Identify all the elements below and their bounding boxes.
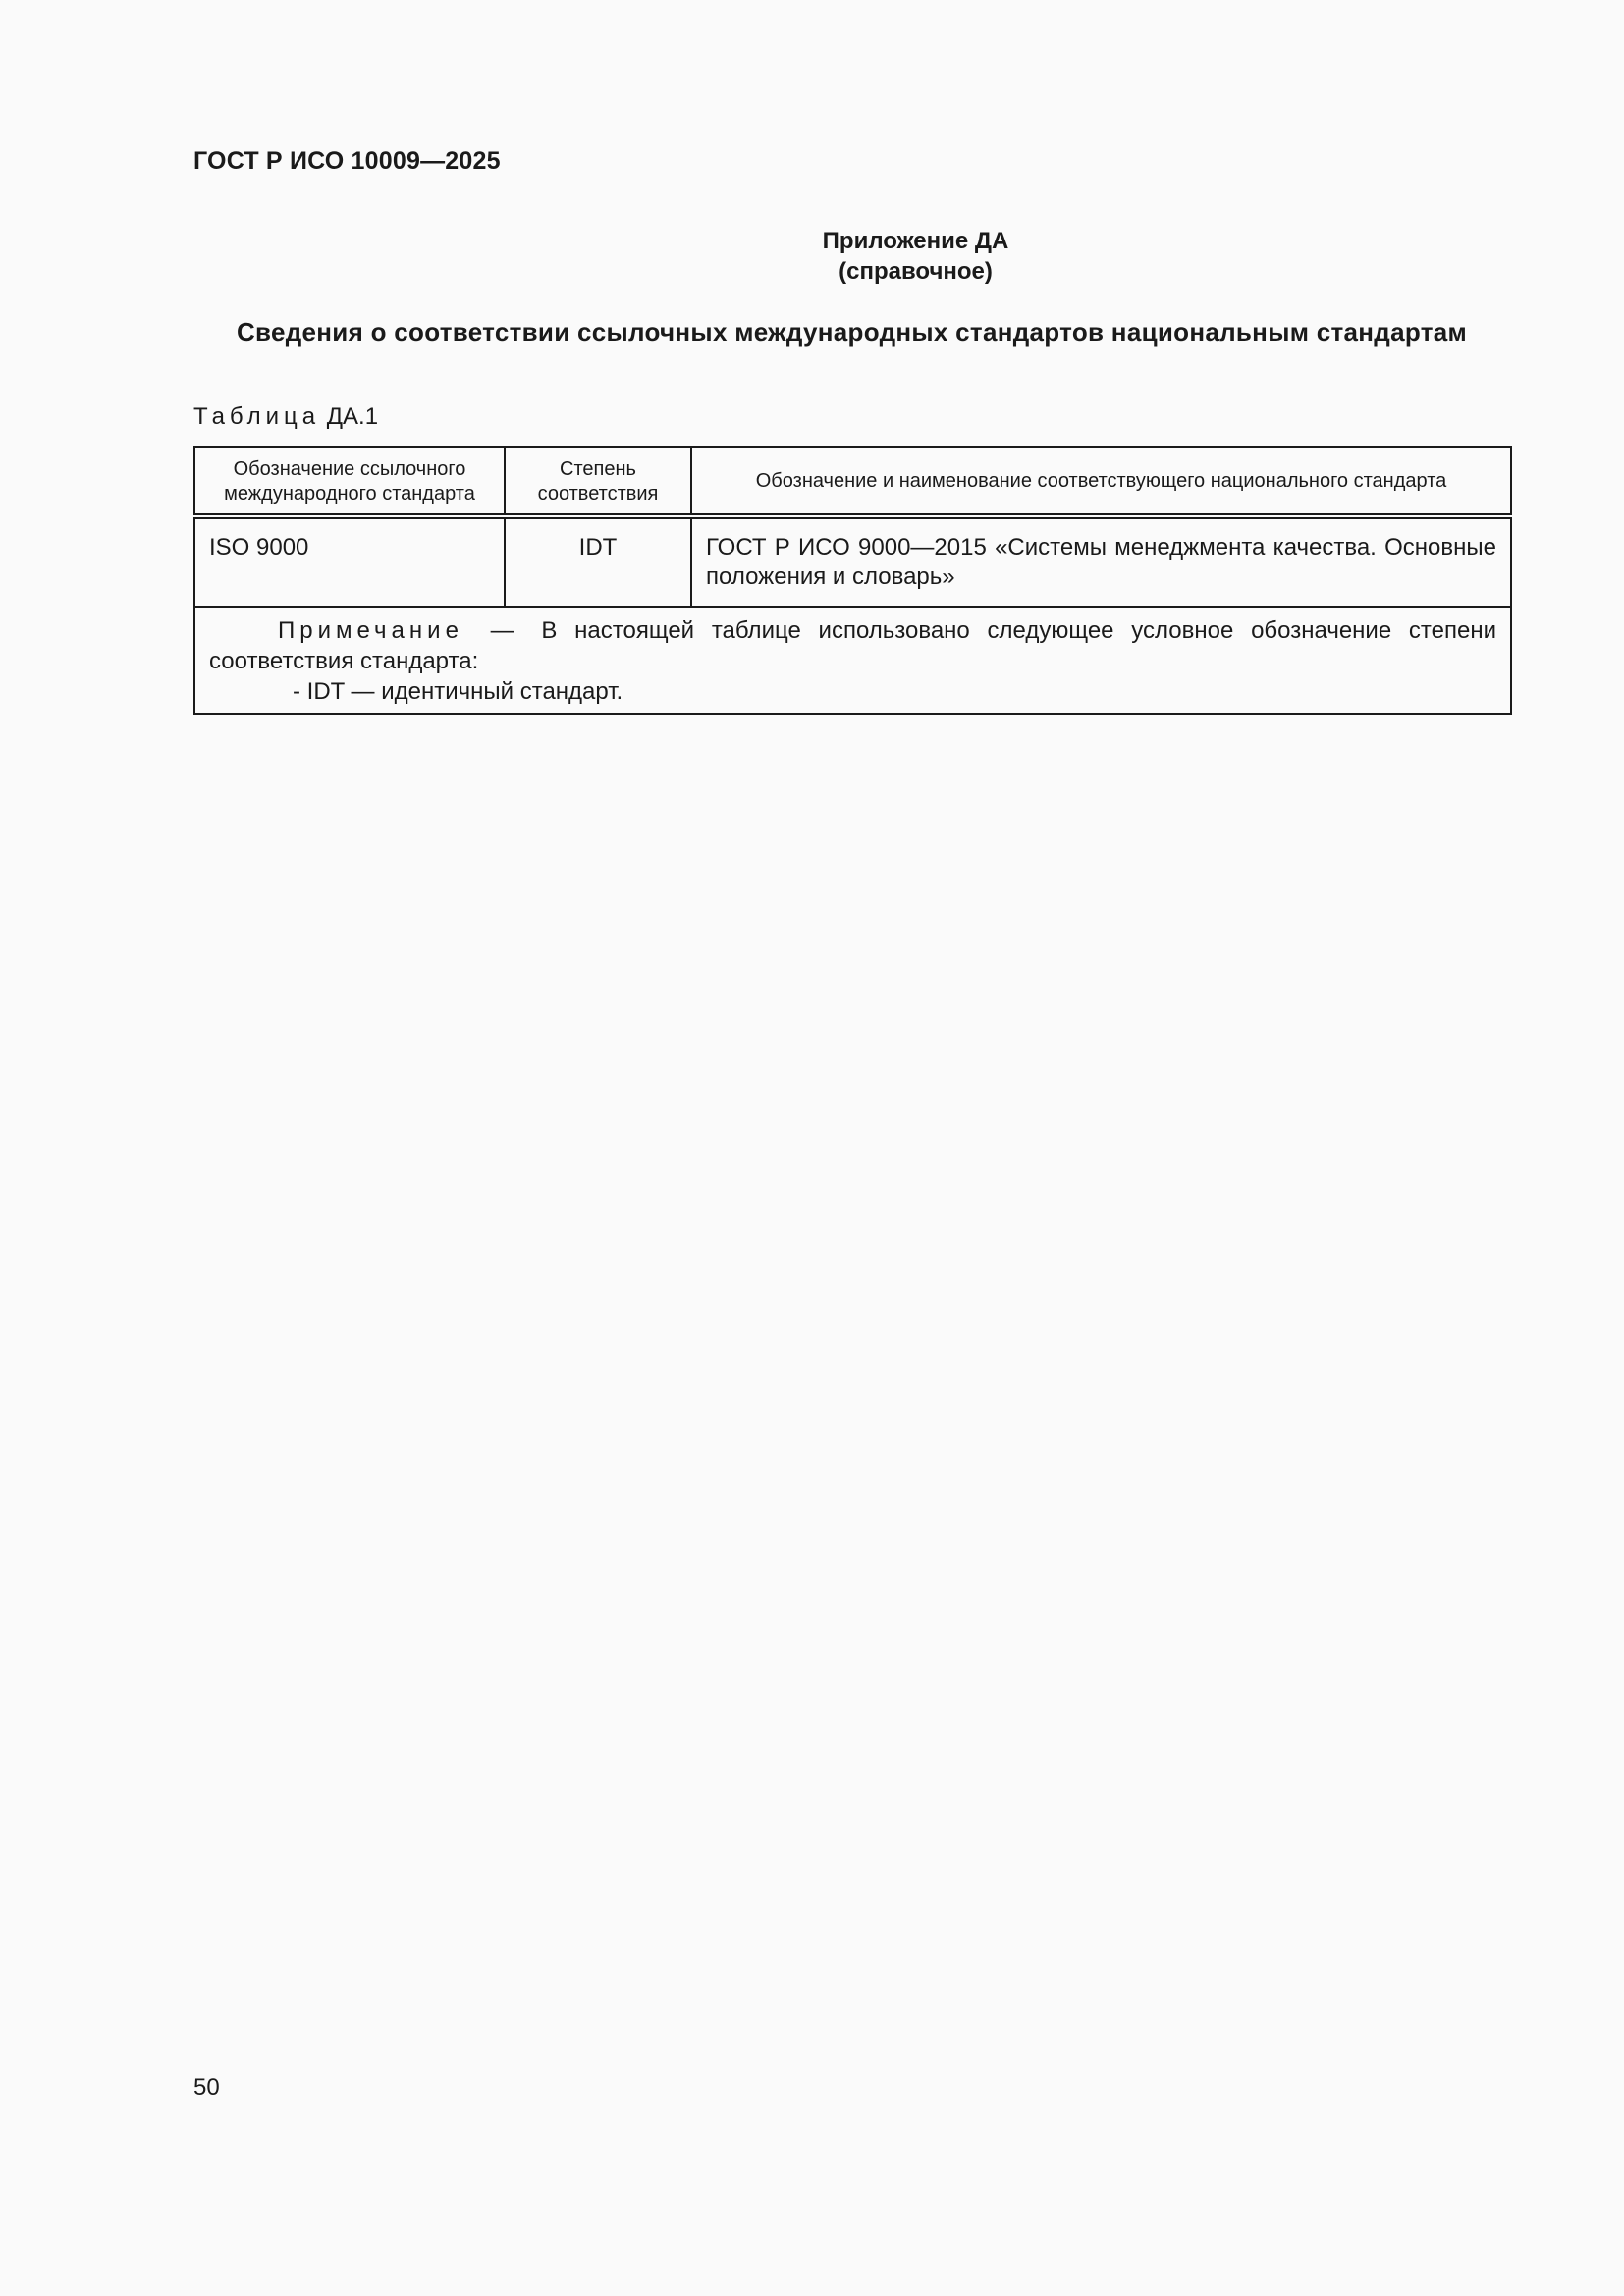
annex-title: Приложение ДА (822, 228, 1009, 254)
table-row (194, 516, 1511, 607)
correspondence-table (193, 446, 1512, 715)
section-title: Сведения о соответствии ссылочных международных стандартов национальным стандартам (236, 317, 1468, 347)
table-note (194, 607, 1511, 714)
table-note-row (194, 607, 1511, 714)
header-intl-standard: Обозначение ссылочного международного стандарта (194, 447, 505, 516)
table-caption (193, 403, 378, 431)
table-header-row (194, 447, 1511, 516)
table-caption-number: ДА.1 (326, 403, 379, 430)
note-list-item: - IDT — идентичный стандарт. (293, 678, 623, 705)
cell-intl-standard: ISO 9000 (194, 516, 505, 607)
note-dash: — (490, 617, 514, 644)
cell-degree: IDT (505, 516, 691, 607)
cell-national-standard: ГОСТ Р ИСО 9000—2015 «Системы менеджмента качества. Основные положения и словарь» (691, 516, 1511, 607)
header-national-standard: Обозначение и наименование соответствующего национального стандарта (691, 447, 1511, 516)
annex-heading (193, 226, 1510, 287)
header-degree: Степень соответствия (505, 447, 691, 516)
page-number: 50 (193, 2074, 220, 2101)
note-label: Примечание (278, 617, 463, 644)
note-text: В настоящей таблице использовано следующее условное обозначение степени соответствия стандарта: (209, 617, 1496, 674)
annex-subtitle: (справочное) (839, 258, 993, 285)
document-code: ГОСТ Р ИСО 10009—2025 (193, 147, 501, 175)
table-caption-label: Таблица (193, 403, 321, 430)
